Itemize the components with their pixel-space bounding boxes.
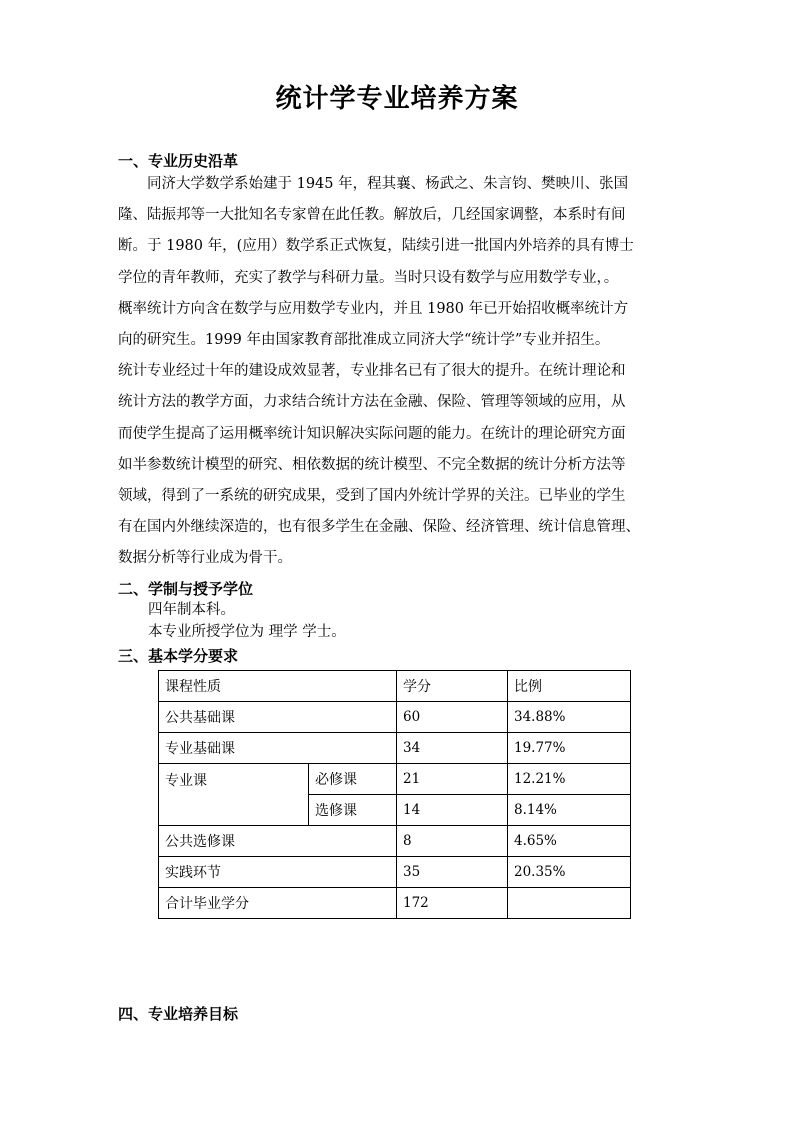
credits-cell: 35 bbox=[397, 857, 508, 888]
table-row bbox=[159, 826, 631, 857]
credits-cell: 8 bbox=[397, 826, 508, 857]
header-ratio: 比例 bbox=[508, 671, 631, 702]
ratio-cell: 4.65% bbox=[508, 826, 631, 857]
ratio-cell bbox=[508, 888, 631, 919]
degree-text: 本专业所授学位为 理学 学士。 bbox=[148, 624, 346, 640]
sub-type-cell: 选修课 bbox=[309, 795, 397, 826]
table-row bbox=[159, 733, 631, 764]
header-credits: 学分 bbox=[397, 671, 508, 702]
paragraph-line: 统计专业经过十年的建设成效显著，专业排名已有了很大的提升。在统计理论和 bbox=[118, 363, 626, 380]
credits-cell: 34 bbox=[397, 733, 508, 764]
ratio-cell: 12.21% bbox=[508, 764, 631, 795]
section-heading-history: 一、专业历史沿革 bbox=[118, 152, 239, 170]
credits-cell: 60 bbox=[397, 702, 508, 733]
table-row bbox=[159, 764, 631, 795]
course-type-cell: 公共选修课 bbox=[159, 826, 397, 857]
section-heading-objectives: 四、专业培养目标 bbox=[118, 1005, 239, 1023]
paragraph-line: 学位的青年教师，充实了教学与科研力量。当时只设有数学与应用数学专业，。 bbox=[118, 269, 619, 286]
section-heading-credits: 三、基本学分要求 bbox=[118, 647, 239, 665]
paragraph-line: 领域，得到了一系统的研究成果，受到了国内外统计学界的关注。已毕业的学生 bbox=[118, 488, 626, 505]
table-row bbox=[159, 888, 631, 919]
section-heading-degree: 二、学制与授予学位 bbox=[118, 580, 254, 598]
ratio-cell: 19.77% bbox=[508, 733, 631, 764]
credits-cell: 172 bbox=[397, 888, 508, 919]
paragraph-line: 向的研究生。1999 年由国家教育部批准成立同济大学“统计学”专业并招生。 bbox=[118, 332, 610, 349]
course-type-cell: 专业课 bbox=[159, 764, 309, 826]
credits-table bbox=[158, 670, 631, 919]
sub-type-cell: 必修课 bbox=[309, 764, 397, 795]
course-type-cell: 专业基础课 bbox=[159, 733, 397, 764]
paragraph-line: 隆、陆振邦等一大批知名专家曾在此任教。解放后，几经国家调整，本系时有间 bbox=[118, 207, 626, 224]
ratio-cell: 34.88% bbox=[508, 702, 631, 733]
credits-cell: 14 bbox=[397, 795, 508, 826]
table-row bbox=[159, 702, 631, 733]
credits-cell: 21 bbox=[397, 764, 508, 795]
paragraph-line: 同济大学数学系始建于 1945 年，程其襄、杨武之、朱言钧、樊映川、张国 bbox=[147, 176, 629, 192]
paragraph-line: 统计方法的教学方面，力求结合统计方法在金融、保险、管理等领域的应用，从 bbox=[118, 394, 626, 411]
paragraph-line: 有在国内外继续深造的，也有很多学生在金融、保险、经济管理、统计信息管理、 bbox=[118, 519, 640, 536]
ratio-cell: 20.35% bbox=[508, 857, 631, 888]
paragraph-line: 如半参数统计模型的研究、相依数据的统计模型、不完全数据的统计分析方法等 bbox=[118, 456, 626, 473]
paragraph-line: 断。于 1980 年，(应用）数学系正式恢复，陆续引进一批国内外培养的具有博士 bbox=[118, 238, 634, 255]
paragraph-line: 而使学生提高了运用概率统计知识解决实际问题的能力。在统计的理论研究方面 bbox=[118, 425, 626, 442]
paragraph-line: 数据分析等行业成为骨干。 bbox=[118, 550, 292, 567]
program-length-text: 四年制本科。 bbox=[148, 602, 235, 618]
document-title: 统计学专业培养方案 bbox=[275, 84, 519, 114]
course-type-cell: 合计毕业学分 bbox=[159, 888, 397, 919]
ratio-cell: 8.14% bbox=[508, 795, 631, 826]
history-paragraph bbox=[118, 169, 680, 575]
table-row bbox=[159, 857, 631, 888]
header-course-type: 课程性质 bbox=[159, 671, 397, 702]
course-type-cell: 公共基础课 bbox=[159, 702, 397, 733]
course-type-cell: 实践环节 bbox=[159, 857, 397, 888]
paragraph-line: 概率统计方向含在数学与应用数学专业内，并且 1980 年已开始招收概率统计方 bbox=[118, 300, 629, 317]
table-header-row bbox=[159, 671, 631, 702]
